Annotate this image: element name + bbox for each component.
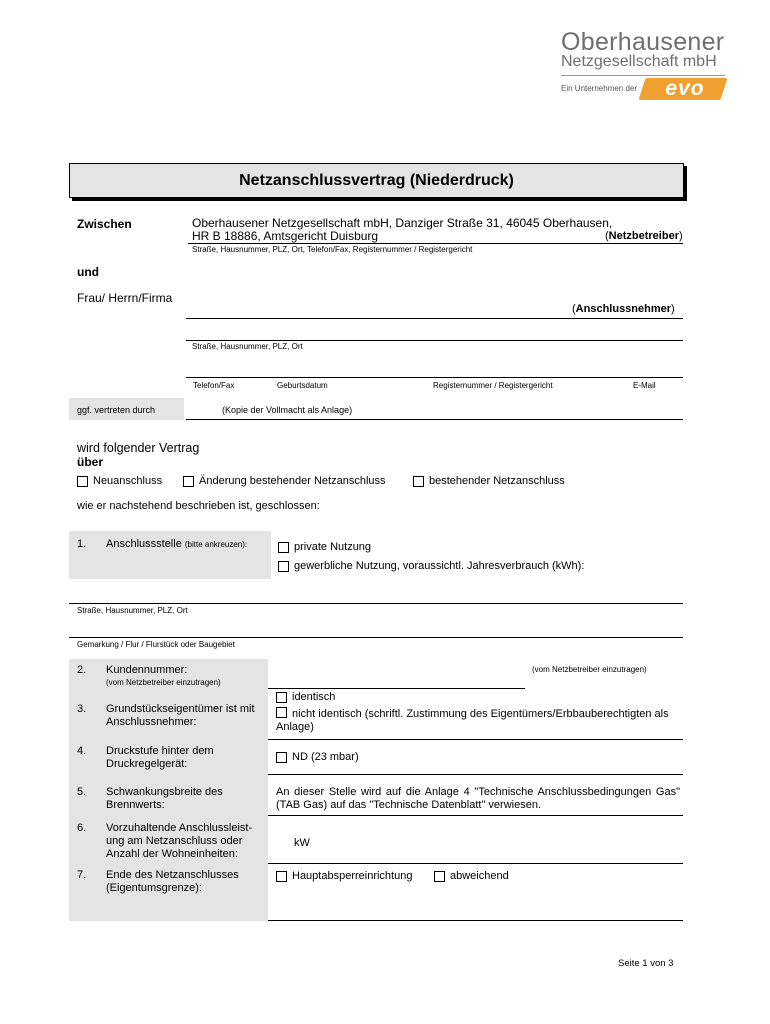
item7-label: Ende des Netzanschlusses (Eigentumsgrenze):	[106, 869, 239, 894]
zwischen-label: Zwischen	[77, 217, 132, 231]
checkbox-icon[interactable]	[278, 561, 289, 572]
item6-label: Vorzuhaltende Anschlussleist-ung am Netzanschluss oder Anzahl der Wohneinheiten:	[106, 822, 253, 860]
phone-caption: Telefon/Fax	[193, 381, 235, 390]
item1-label: Anschlussstelle (bitte ankreuzen):	[106, 538, 248, 550]
customer-role: (Anschlussnehmer)	[572, 303, 675, 315]
checkbox-icon[interactable]	[434, 871, 445, 882]
operator-address-line	[188, 243, 683, 244]
contract-concluded: wie er nachstehend beschrieben ist, geschlossen:	[77, 500, 320, 512]
register-caption: Registernummer / Registergericht	[433, 381, 553, 390]
checkbox-icon[interactable]	[276, 707, 287, 718]
represented-field[interactable]	[186, 419, 683, 420]
logo-divider	[561, 75, 725, 76]
logo-line2: Netzgesellschaft mbH	[561, 53, 717, 70]
item2-num: 2.	[77, 664, 87, 676]
item6-separator	[268, 863, 683, 864]
option-private-use[interactable]: private Nutzung	[278, 541, 371, 554]
checkbox-icon[interactable]	[276, 752, 287, 763]
logo-line1: Oberhausener	[561, 28, 725, 56]
item5-label: Schwankungsbreite des Brennwerts:	[106, 786, 223, 811]
item1-parcel-field[interactable]	[69, 637, 683, 638]
checkbox-icon[interactable]	[183, 476, 194, 487]
customer-number-field[interactable]	[268, 688, 525, 689]
item1-address-field[interactable]	[69, 603, 683, 604]
checkbox-icon[interactable]	[413, 476, 424, 487]
party2-label: Frau/ Herrn/Firma	[77, 291, 173, 305]
email-caption: E-Mail	[633, 381, 656, 390]
page-title: Netzanschlussvertrag (Niederdruck)	[239, 172, 514, 189]
pressure-nd-option[interactable]: ND (23 mbar)	[276, 751, 359, 764]
contract-option-new[interactable]: Neuanschluss	[77, 475, 162, 488]
owner-not-identical-option[interactable]: nicht identisch (schriftl. Zustimmung des Eigentümers/Erbbauberechtigten als Anlage)	[276, 708, 669, 733]
main-shutoff-option[interactable]: Hauptabsperreinrichtung	[276, 870, 412, 883]
item7-num: 7.	[77, 869, 87, 881]
item3-separator	[268, 739, 683, 740]
item1-address-caption: Straße, Hausnummer, PLZ, Ort	[77, 606, 188, 615]
item4-label: Druckstufe hinter dem Druckregelgerät:	[106, 745, 214, 770]
item5-text: An dieser Stelle wird auf die Anlage 4 "Technische Anschlussbedingungen Gas" (TAB Gas) auf das "Technische Datenblatt" verwiesen.	[276, 786, 680, 811]
item5-num: 5.	[77, 786, 87, 798]
operator-address-line2: HR B 18886, Amtsgericht Duisburg	[192, 229, 379, 243]
operator-role-label: Netzbetreiber	[608, 230, 679, 242]
item2-sub: (vom Netzbetreiber einzutragen)	[106, 678, 221, 687]
und-label: und	[77, 265, 99, 279]
customer-address-field[interactable]	[186, 340, 683, 341]
owner-identical-option[interactable]: identisch	[276, 691, 335, 704]
contract-option-existing[interactable]: bestehender Netzanschluss	[413, 475, 565, 488]
contract-intro-line1: wird folgender Vertrag	[77, 441, 200, 455]
deviating-option[interactable]: abweichend	[434, 870, 509, 883]
option-commercial-use[interactable]: gewerbliche Nutzung, voraussichtl. Jahresverbrauch (kWh):	[278, 560, 584, 573]
page-number: Seite 1 von 3	[618, 958, 674, 969]
items-bottom-line	[268, 920, 683, 921]
represented-note: (Kopie der Vollmacht als Anlage)	[222, 405, 353, 415]
checkbox-icon[interactable]	[77, 476, 88, 487]
item6-num: 6.	[77, 822, 87, 834]
birthdate-caption: Geburtsdatum	[277, 381, 328, 390]
customer-name-field[interactable]	[186, 318, 683, 319]
checkbox-icon[interactable]	[276, 871, 287, 882]
operator-role: (Netzbetreiber)	[605, 230, 683, 242]
contract-option-change[interactable]: Änderung bestehender Netzanschluss	[183, 475, 386, 488]
logo-tagline: Ein Unternehmen der	[561, 84, 638, 93]
item2-note: (vom Netzbetreiber einzutragen)	[532, 665, 647, 674]
operator-caption: Straße, Hausnummer, PLZ, Ort, Telefon/Fax, Registernummer / Registergericht	[192, 245, 473, 254]
customer-contact-field[interactable]	[186, 377, 683, 378]
contract-intro-line2: über	[77, 455, 104, 469]
item4-separator	[268, 774, 683, 775]
item1-num: 1.	[77, 538, 87, 550]
customer-address-caption: Straße, Hausnummer, PLZ, Ort	[192, 342, 303, 351]
item2-label: Kundennummer:	[106, 664, 188, 676]
item4-num: 4.	[77, 745, 87, 757]
customer-role-label: Anschlussnehmer	[575, 303, 672, 315]
item3-label: Grundstückseigentümer ist mit Anschlussnehmer:	[106, 703, 255, 728]
represented-label: ggf. vertreten durch	[77, 405, 156, 415]
evo-logo-text: evo	[665, 77, 705, 100]
operator-address-line1: Oberhausener Netzgesellschaft mbH, Danziger Straße 31, 46045 Oberhausen,	[192, 216, 613, 230]
item5-separator	[268, 815, 683, 816]
checkbox-icon[interactable]	[276, 692, 287, 703]
item1-parcel-caption: Gemarkung / Flur / Flurstück oder Baugebiet	[77, 640, 235, 649]
checkbox-icon[interactable]	[278, 542, 289, 553]
item6-unit: kW	[294, 837, 310, 849]
title-box	[69, 163, 684, 198]
item3-num: 3.	[77, 703, 87, 715]
